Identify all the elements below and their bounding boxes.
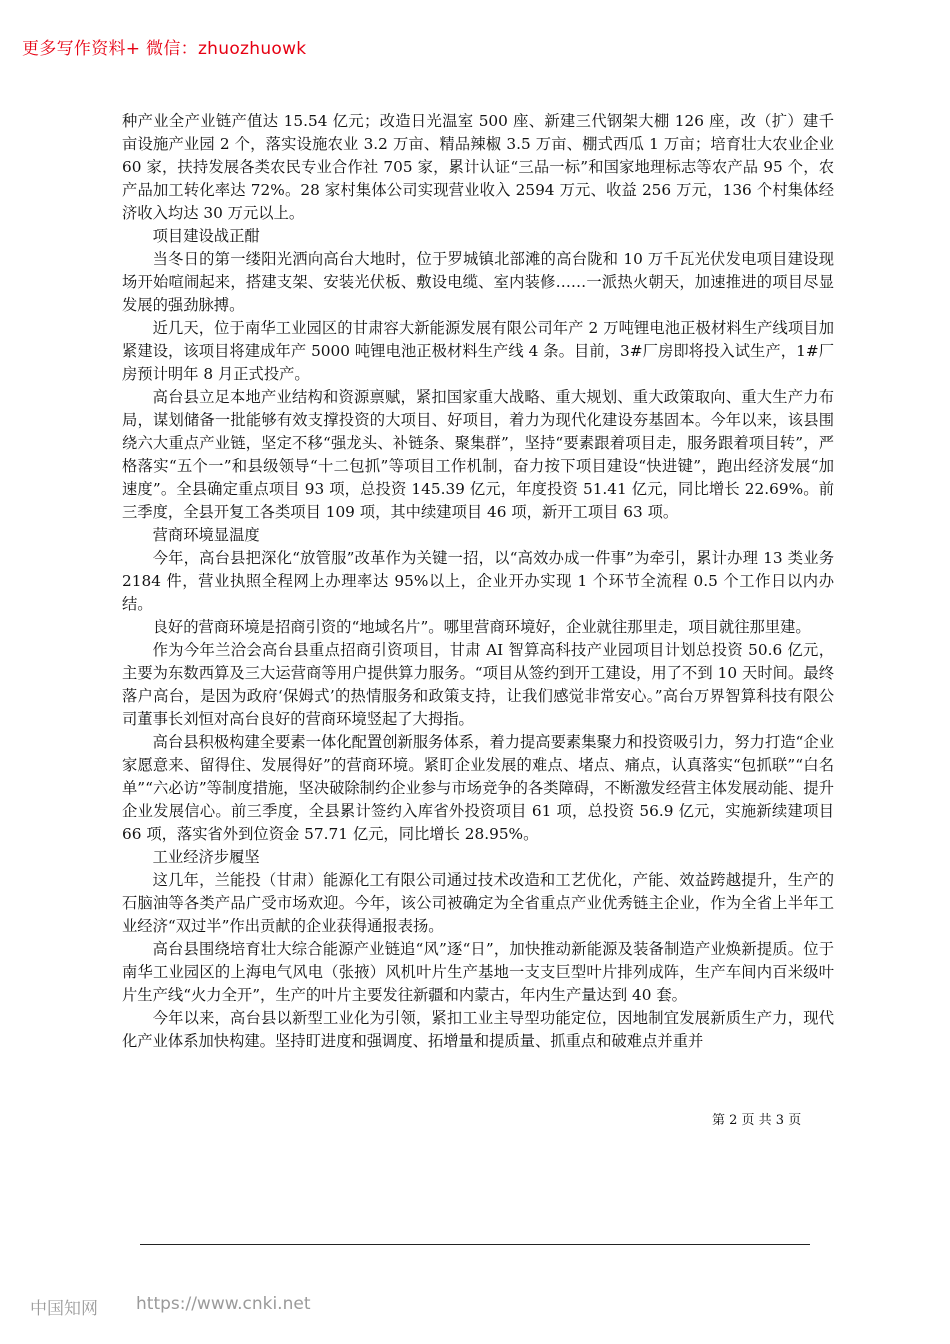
footer-divider (140, 1244, 810, 1245)
header-banner: 更多写作资料+ 微信：zhuozhuowk (22, 39, 307, 59)
paragraph: 今年，高台县把深化“放管服”改革作为关键一招，以“高效办成一件事”为牵引，累计办理 13 类业务 2184 件，营业执照全程网上办理率达 95%以上，企业开办实现 1 个环节全流程 0.5 个工作日以内办结。 (122, 549, 834, 613)
paragraph: 高台县积极构建全要素一体化配置创新服务体系，着力提高要素集聚力和投资吸引力，努力打造“企业家愿意来、留得住、发展得好”的营商环境。紧盯企业发展的难点、堵点、痛点，认真落实“包抓联”“白名单”“六必访”等制度措施，坚决破除制约企业参与市场竞争的各类障碍，不断激发经营主体发展动能、提升企业发展信心。前三季度，全县累计签约入库省外投资项目 61 项，总投资 56.9 亿元，实施新续建项目 66 项，落实省外到位资金 57.71 亿元，同比增长 28.95%。 (122, 733, 834, 843)
paragraph: 这几年，兰能投（甘肃）能源化工有限公司通过技术改造和工艺优化，产能、效益跨越提升，生产的石脑油等各类产品广受市场欢迎。今年，该公司被确定为全省重点产业优秀链主企业，作为全省上半年工业经济“双过半”作出贡献的企业获得通报表扬。 (122, 871, 834, 935)
footer-brand-watermark: 中国知网 (30, 1299, 98, 1319)
footer-url-watermark: https://www.cnki.net (136, 1294, 311, 1314)
paragraph: 良好的营商环境是招商引资的“地域名片”。哪里营商环境好，企业就往那里走，项目就往那里建。 (152, 618, 811, 636)
article-body (122, 110, 834, 1053)
paragraph: 高台县围绕培育壮大综合能源产业链追“风”逐“日”，加快推动新能源及装备制造产业焕新提质。位于南华工业园区的上海电气风电（张掖）风机叶片生产基地一支支巨型叶片排列成阵，生产车间内百米级叶片生产线“火力全开”，生产的叶片主要发往新疆和内蒙古，年内生产量达到 40 套。 (122, 940, 834, 1004)
paragraph: 种产业全产业链产值达 15.54 亿元；改造日光温室 500 座、新建三代钢架大棚 126 座，改（扩）建千亩设施产业园 2 个，落实设施农业 3.2 万亩、精品辣椒 3.5 万亩、棚式西瓜 1 万亩；培育壮大农业企业 60 家，扶持发展各类农民专业合作社 705 家，累计认证“三品一标”和国家地理标志等农产品 95 个，农产品加工转化率达 72%。28 家村集体公司实现营业收入 2594 万元、收益 256 万元，136 个村集体经济收入均达 30 万元以上。 (122, 112, 834, 222)
paragraph: 近几天，位于南华工业园区的甘肃容大新能源发展有限公司年产 2 万吨锂电池正极材料生产线项目加紧建设，该项目将建成年产 5000 吨锂电池正极材料生产线 4 条。目前，3#厂房即将投入试生产，1#厂房预计明年 8 月正式投产。 (122, 319, 834, 383)
section-heading: 项目建设战正酣 (152, 227, 260, 245)
paragraph: 作为今年兰洽会高台县重点招商引资项目，甘肃 AI 智算高科技产业园项目计划总投资 50.6 亿元，主要为东数西算及三大运营商等用户提供算力服务。“项目从签约到开工建设，用了不到 10 天时间。最终落户高台，是因为政府‘保姆式’的热情服务和政策支持，让我们感觉非常安心。”高台万界智算科技有限公司董事长刘恒对高台良好的营商环境竖起了大拇指。 (122, 641, 834, 728)
section-heading: 工业经济步履坚 (152, 848, 260, 866)
section-heading: 营商环境显温度 (152, 526, 260, 544)
paragraph: 当冬日的第一缕阳光洒向高台大地时，位于罗城镇北部滩的高台陇和 10 万千瓦光伏发电项目建设现场开始喧闹起来，搭建支架、安装光伏板、敷设电缆、室内装修……一派热火朝天，加速推进的项目尽显发展的强劲脉搏。 (122, 250, 834, 314)
paragraph: 今年以来，高台县以新型工业化为引领，紧扣工业主导型功能定位，因地制宜发展新质生产力，现代化产业体系加快构建。坚持盯进度和强调度、拓增量和提质量、抓重点和破难点并重并 (122, 1009, 834, 1050)
page-number: 第 2 页 共 3 页 (712, 1113, 802, 1128)
paragraph: 高台县立足本地产业结构和资源禀赋，紧扣国家重大战略、重大规划、重大政策取向、重大生产力布局，谋划储备一批能够有效支撑投资的大项目、好项目，着力为现代化建设夯基固本。今年以来，该县围绕六大重点产业链，坚定不移“强龙头、补链条、聚集群”，坚持“要素跟着项目走，服务跟着项目转”，严格落实“五个一”和县级领导“十二包抓”等项目工作机制，奋力按下项目建设“快进键”，跑出经济发展“加速度”。全县确定重点项目 93 项，总投资 145.39 亿元，年度投资 51.41 亿元，同比增长 22.69%。前三季度，全县开复工各类项目 109 项，其中续建项目 46 项，新开工项目 63 项。 (122, 388, 834, 521)
